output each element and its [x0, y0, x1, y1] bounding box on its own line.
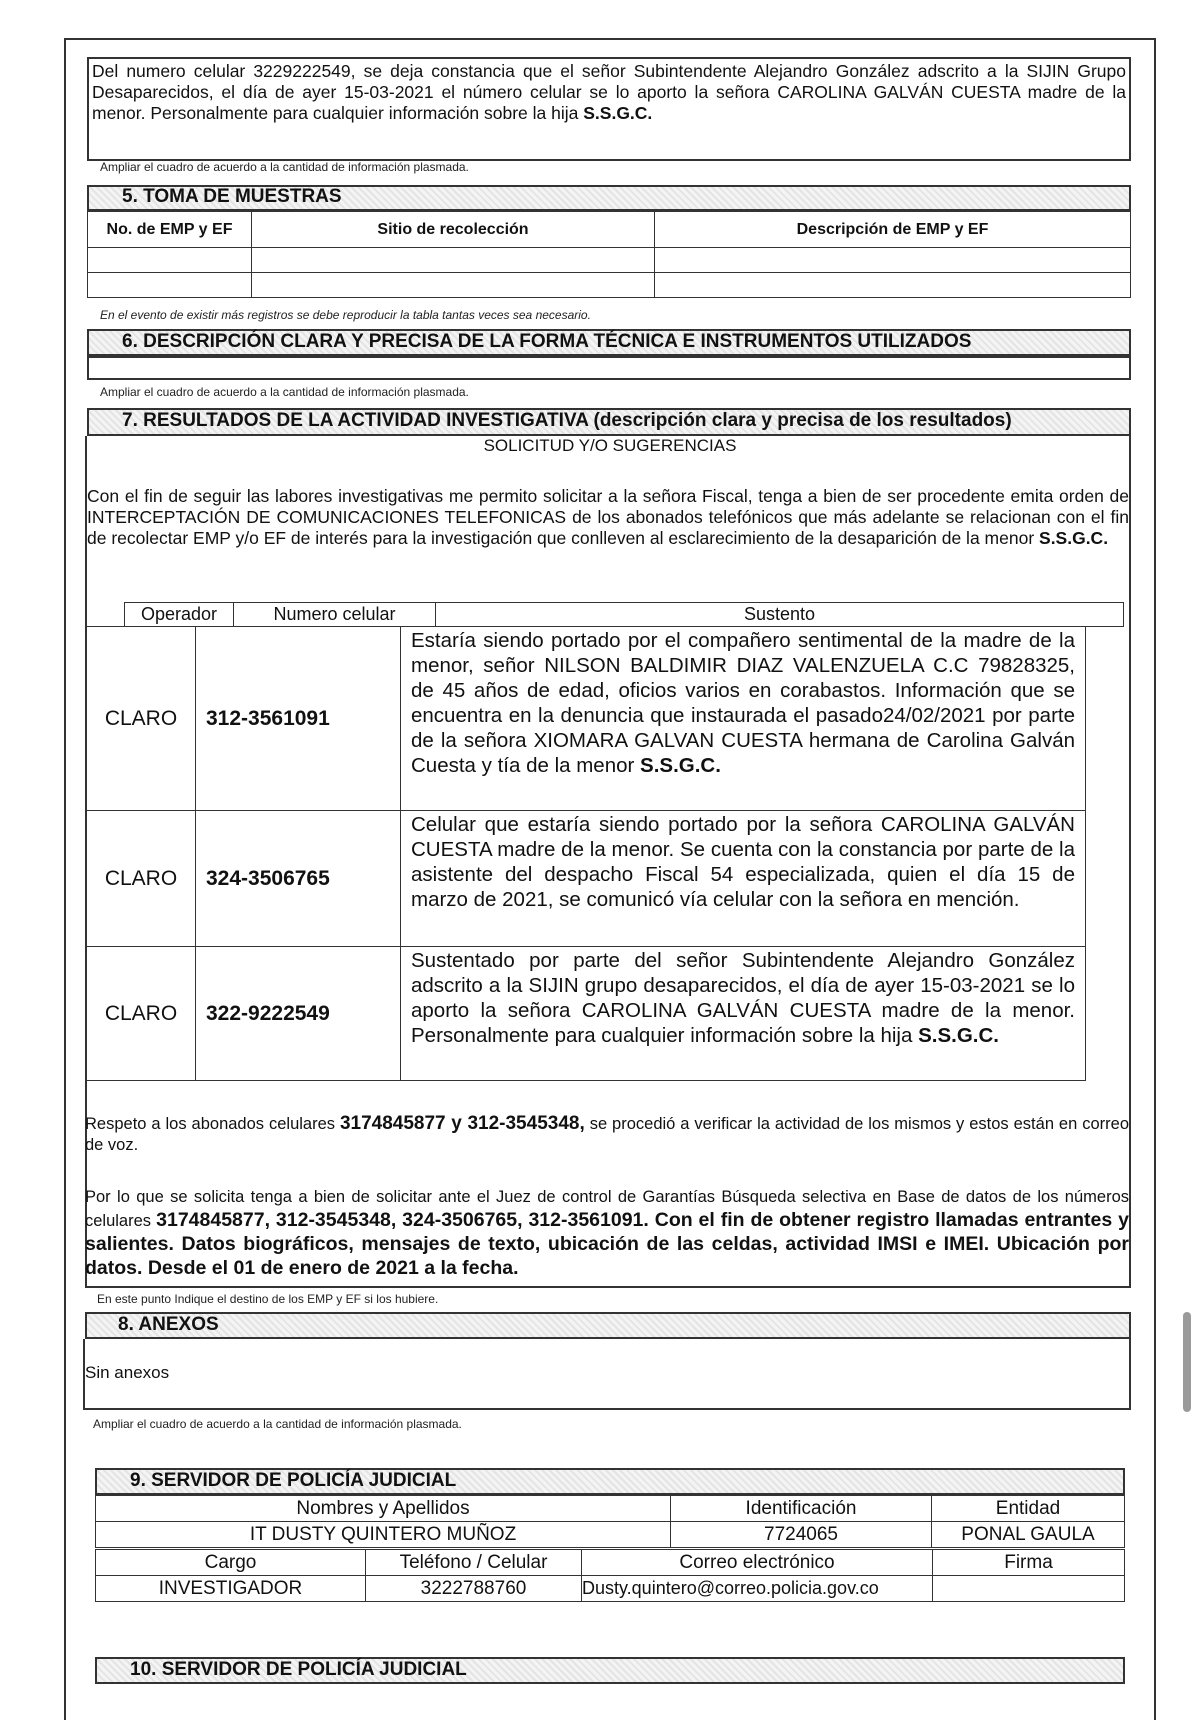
- section8-title: 8. ANEXOS: [118, 1314, 219, 1335]
- row3-sustento-text: Sustentado por parte del señor Subintendente Alejandro González adscrito a la SIJIN grupo desaparecidos, el día de ayer 15-03-2021 se lo aporto la señora CAROLINA GALVÁN CUESTA madre de la menor. Personalmente para cualquier información sobre la hija: [411, 949, 1075, 1047]
- respeto-text-a: Respeto a los abonados celulares: [85, 1115, 340, 1133]
- section6-content: [87, 356, 1131, 380]
- servidor-telefono: 3222788760: [366, 1576, 582, 1602]
- col-header-telefono: Teléfono / Celular: [366, 1550, 582, 1576]
- row2-sustento-text: Celular que estaría siendo portado por la señora CAROLINA GALVÁN CUESTA madre de la menor. Se cuenta con la constancia por parte de la asistente del despacho Fiscal 54 especializada, quien el día 15 de marzo de 2021, se comunicó vía celular con la señora en mención.: [411, 813, 1075, 911]
- col-header-sitio: Sitio de recolección: [252, 212, 655, 248]
- solicita-paragraph: [85, 1186, 1129, 1281]
- row1-sustento-text: Estaría siendo portado por el compañero sentimental de la madre de la menor, señor NILSON BALDIMIR DIAZ VALENZUELA C.C 79828325, de 45 años de edad, oficios varios en corabastos. Información que se encuentra en la denuncia que instaurada el pasado24/02/2021 por parte de la señora XIOMARA GALVAN CUESTA hermana de Carolina Galván Cuesta y tía de la menor: [411, 629, 1075, 777]
- section5-table: [87, 211, 1131, 298]
- row3-sustento-bold: S.S.G.C.: [918, 1024, 999, 1047]
- col-header-emp: No. de EMP y EF: [88, 212, 252, 248]
- col-header-descripcion: Descripción de EMP y EF: [655, 212, 1131, 248]
- col-header-correo: Correo electrónico: [582, 1550, 933, 1576]
- section7-title: 7. RESULTADOS DE LA ACTIVIDAD INVESTIGATIVA (descripción clara y precisa de los resultados): [122, 410, 1012, 431]
- section7-request: [87, 486, 1129, 549]
- section8-header: [85, 1312, 1131, 1339]
- request-text: Con el fin de seguir las labores investigativas me permito solicitar a la señora Fiscal, tenga a bien de ser procedente emita orden de INTERCEPTACIÓN DE COMUNICACIONES TELEFONICAS de los abonados telefónicos que más adelante se relacionan con el fin de recolectar EMP y/o EF de interés para la investigación que conlleven al esclarecimiento de la desaparición de la menor: [87, 486, 1129, 548]
- scrollbar-thumb[interactable]: [1183, 1312, 1191, 1412]
- respeto-text-b: se procedió a verificar la actividad de los mismos y estos están en correo de voz.: [85, 1115, 1129, 1154]
- table-row: [88, 273, 1131, 298]
- note-ampliar-1: Ampliar el cuadro de acuerdo a la cantidad de información plasmada.: [100, 160, 469, 174]
- section9-table-bottom: [95, 1549, 1125, 1602]
- col-header-identificacion: Identificación: [671, 1496, 932, 1522]
- servidor-nombres: IT DUSTY QUINTERO MUÑOZ: [96, 1522, 671, 1548]
- section5-title: 5. TOMA DE MUESTRAS: [122, 186, 342, 207]
- note-destino: En este punto Indique el destino de los EMP y EF si los hubiere.: [97, 1292, 439, 1306]
- intro-bold: S.S.G.C.: [583, 103, 653, 123]
- section8-content: [83, 1339, 1131, 1410]
- table-row: [88, 248, 1131, 273]
- col-header-entidad: Entidad: [932, 1496, 1125, 1522]
- col-header-cargo: Cargo: [96, 1550, 366, 1576]
- row2-sustento: [401, 811, 1086, 947]
- section7-subtitle: SOLICITUD Y/O SUGERENCIAS: [483, 436, 737, 455]
- servidor-correo: Dusty.quintero@correo.policia.gov.co: [582, 1576, 933, 1602]
- row3-sustento: [401, 947, 1086, 1081]
- section9-title: 9. SERVIDOR DE POLICÍA JUDICIAL: [130, 1470, 457, 1491]
- row1-sustento-bold: S.S.G.C.: [640, 754, 721, 777]
- servidor-identificacion: 7724065: [671, 1522, 932, 1548]
- col-header-firma: Firma: [933, 1550, 1125, 1576]
- sustento-table: [86, 626, 1086, 1081]
- anexos-text: Sin anexos: [85, 1363, 170, 1382]
- intro-text: Del numero celular 3229222549, se deja constancia que el señor Subintendente Alejandro González adscrito a la SIJIN Grupo Desaparecidos, el día de ayer 15-03-2021 el número celular se lo aporto la señora CAROLINA GALVÁN CUESTA madre de la menor. Personalmente para cualquier información sobre la hija: [92, 61, 1126, 123]
- col-header-numero: Numero celular: [234, 603, 436, 627]
- row1-sustento: [401, 627, 1086, 811]
- row3-numero: 322-9222549: [196, 947, 401, 1081]
- row1-numero: 312-3561091: [196, 627, 401, 811]
- servidor-cargo: INVESTIGADOR: [96, 1576, 366, 1602]
- servidor-firma: [933, 1576, 1125, 1602]
- section10-title: 10. SERVIDOR DE POLICÍA JUDICIAL: [130, 1659, 467, 1680]
- note-registros: En el evento de existir más registros se debe reproducir la tabla tantas veces sea necesario.: [100, 308, 591, 322]
- table-row: [87, 811, 1086, 947]
- note-ampliar-2: Ampliar el cuadro de acuerdo a la cantidad de información plasmada.: [100, 385, 469, 399]
- section9-table-top: [95, 1495, 1125, 1548]
- intro-paragraph: [92, 61, 1126, 124]
- section6-title: 6. DESCRIPCIÓN CLARA Y PRECISA DE LA FORMA TÉCNICA E INSTRUMENTOS UTILIZADOS: [122, 331, 972, 352]
- table-row: [87, 947, 1086, 1081]
- row2-operador: CLARO: [87, 811, 196, 947]
- col-header-nombres: Nombres y Apellidos: [96, 1496, 671, 1522]
- table-row: [87, 627, 1086, 811]
- servidor-entidad: PONAL GAULA: [932, 1522, 1125, 1548]
- row2-numero: 324-3506765: [196, 811, 401, 947]
- solicita-bold: 3174845877, 312-3545348, 324-3506765, 312-3561091. Con el fin de obtener registro llamadas entrantes y salientes. Datos biográficos, mensajes de texto, ubicación de las celdas, actividad IMSI e IMEI. Ubicación por datos. Desde el 01 de enero de 2021 a la fecha.: [85, 1209, 1129, 1279]
- respeto-paragraph: [85, 1113, 1129, 1156]
- col-header-sustento: Sustento: [436, 603, 1124, 627]
- solicita-text: Por lo que se solicita tenga a bien de solicitar ante el Juez de control de Garantías Búsqueda selectiva en Base de datos de los números celulares: [85, 1188, 1129, 1230]
- row1-operador: CLARO: [87, 627, 196, 811]
- col-header-operador: Operador: [125, 603, 234, 627]
- request-bold: S.S.G.C.: [1039, 528, 1109, 548]
- sustento-table-header: [124, 602, 1124, 627]
- row3-operador: CLARO: [87, 947, 196, 1081]
- intro-box: [87, 57, 1131, 161]
- note-ampliar-3: Ampliar el cuadro de acuerdo a la cantidad de información plasmada.: [93, 1417, 462, 1431]
- respeto-numbers: 3174845877 y 312-3545348,: [339, 1113, 585, 1134]
